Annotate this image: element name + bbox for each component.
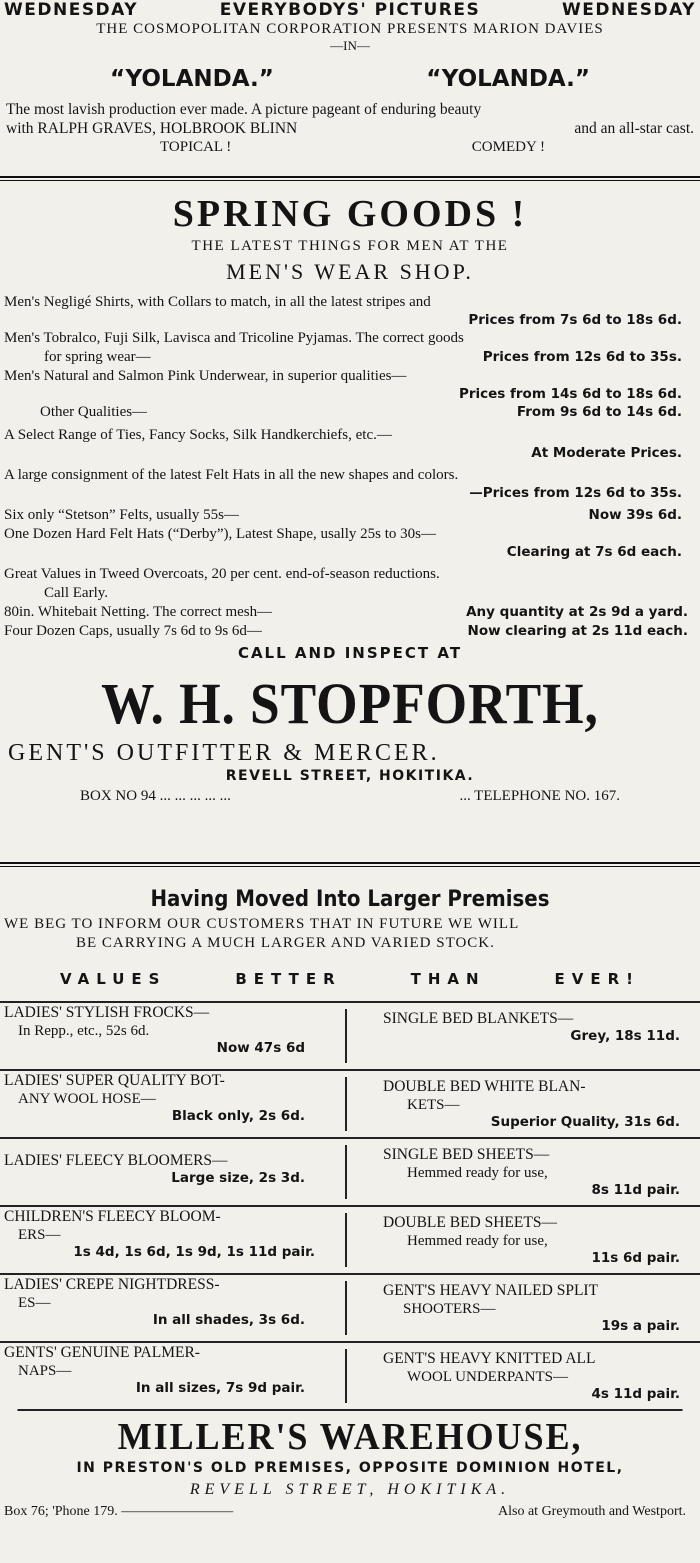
spring-subheading: THE LATEST THINGS FOR MEN AT THE: [191, 238, 509, 254]
product-cell: [0, 1071, 345, 1137]
item-row: [4, 348, 694, 367]
spring-headline: SPRING GOODS !: [172, 193, 528, 235]
product-detail: Hemmed ready for use,: [407, 1165, 548, 1181]
warehouse-street: REVELL STREET, HOKITIKA.: [189, 1481, 511, 1498]
product-detail: NAPS—: [18, 1363, 72, 1379]
product-title: LADIES' STYLISH FROCKS—: [4, 1004, 210, 1021]
store-name: W. H. STOPFORTH,: [101, 671, 599, 736]
product-detail: ANY WOOL HOSE—: [18, 1091, 156, 1107]
millers-warehouse-advert: [0, 862, 700, 1521]
header-day-left: WEDNESDAY: [4, 0, 139, 20]
goods-list: [0, 293, 700, 641]
product-price: 19s a pair.: [601, 1318, 680, 1334]
call-and-inspect: CALL AND INSPECT AT: [237, 644, 463, 662]
product-title: SINGLE BED SHEETS—: [383, 1146, 550, 1163]
trade-description: GENT'S OUTFITTER & MERCER.: [8, 740, 440, 766]
warehouse-location: IN PRESTON'S OLD PREMISES, OPPOSITE DOMINION HOTEL,: [76, 1460, 624, 1476]
list-item: [4, 622, 694, 641]
item-price: Prices from 7s 6d to 18s 6d.: [468, 312, 682, 328]
item-text: One Dozen Hard Felt Hats (“Derby”), Latest Shape, usally 25s to 30s—: [4, 526, 436, 542]
item-text: A large consignment of the latest Felt Hats in all the new shapes and colors.: [4, 467, 459, 483]
inform-line-1: WE BEG TO INFORM OUR CUSTOMERS THAT IN FUTURE WE WILL: [4, 916, 520, 932]
warehouse-name: MILLER'S WAREHOUSE,: [18, 1409, 683, 1459]
product-price: 11s 6d pair.: [591, 1250, 680, 1266]
product-cell: [0, 1343, 345, 1409]
header-theatre: EVERYBODYS' PICTURES: [219, 0, 481, 20]
values-word: BETTER: [235, 970, 342, 988]
cast-suffix: and an all-star cast.: [574, 120, 694, 137]
product-title: GENTS' GENUINE PALMER-: [4, 1344, 200, 1361]
product-detail: ES—: [18, 1295, 51, 1311]
product-cell: [0, 1139, 345, 1205]
product-cell: [0, 1275, 345, 1341]
product-detail: Hemmed ready for use,: [407, 1233, 548, 1249]
telephone-number: ... TELEPHONE NO. 167.: [459, 788, 620, 804]
item-text: A Select Range of Ties, Fancy Socks, Silk Handkerchiefs, etc.—: [4, 427, 392, 443]
grid-row: [0, 1137, 700, 1205]
inform-line-2: BE CARRYING A MUCH LARGER AND VARIED STOCK.: [76, 935, 495, 951]
box-and-phone: Box 76; 'Phone 179. ————————: [4, 1504, 234, 1519]
product-cell: [345, 1213, 692, 1267]
list-item: [4, 367, 694, 403]
film-titles: [0, 64, 700, 94]
cast-names: with RALPH GRAVES, HOLBROOK BLINN: [6, 120, 298, 137]
item-price: Clearing at 7s 6d each.: [506, 544, 682, 560]
product-cell: [0, 1207, 345, 1273]
item-price: Now 39s 6d.: [588, 507, 682, 523]
item-row: [4, 403, 694, 422]
product-title: LADIES' SUPER QUALITY BOT-: [4, 1072, 225, 1089]
item-text: 80in. Whitebait Netting. The correct mesh—: [4, 604, 273, 620]
section-divider: [0, 176, 700, 181]
list-item: [4, 565, 694, 603]
values-word: EVER!: [554, 970, 640, 988]
product-price: In all sizes, 7s 9d pair.: [135, 1380, 305, 1396]
item-text: Men's Tobralco, Fuji Silk, Lavisca and Tricoline Pyjamas. The correct goods: [4, 330, 464, 346]
product-detail: ERS—: [18, 1227, 61, 1243]
cinema-advert: [0, 0, 700, 176]
product-grid: [0, 1001, 700, 1409]
header-day-right: WEDNESDAY: [561, 0, 696, 20]
list-item: [4, 466, 694, 502]
item-price: Now clearing at 2s 11d each.: [467, 623, 688, 639]
list-item: [4, 603, 694, 622]
warehouse-footer: [0, 1503, 700, 1521]
item-text: Men's Negligé Shirts, with Collars to match, in all the latest stripes and: [4, 294, 431, 310]
film-title-right: “YOLANDA.”: [426, 66, 590, 92]
box-number: BOX NO 94 ... ... ... ... ...: [80, 788, 231, 804]
shop-name: MEN'S WEAR SHOP.: [226, 259, 474, 284]
product-cell: [0, 1003, 345, 1069]
contact-line: [0, 785, 700, 807]
branch-locations: Also at Greymouth and Westport.: [498, 1504, 686, 1519]
product-price: Grey, 18s 11d.: [570, 1028, 680, 1044]
spring-goods-advert: [0, 176, 700, 807]
grid-row: [0, 1273, 700, 1341]
product-detail: SHOOTERS—: [403, 1301, 496, 1317]
product-price: 4s 11d pair.: [591, 1386, 680, 1402]
product-cell: [345, 1281, 692, 1335]
values-word: VALUES: [60, 970, 167, 988]
millers-headline: Having Moved Into Larger Premises: [150, 887, 550, 912]
product-detail: WOOL UNDERPANTS—: [407, 1369, 568, 1385]
item-text: Great Values in Tweed Overcoats, 20 per cent. end-of-season reductions.: [4, 566, 440, 582]
product-price: In all shades, 3s 6d.: [152, 1312, 305, 1328]
values-word: THAN: [410, 970, 486, 988]
film-description: [0, 100, 700, 138]
product-price: 8s 11d pair.: [591, 1182, 680, 1198]
product-cell: [345, 1077, 692, 1131]
item-price: At Moderate Prices.: [531, 445, 682, 461]
item-price: Prices from 14s 6d to 18s 6d.: [458, 386, 682, 402]
item-continuation: for spring wear—: [44, 349, 151, 365]
topical-label: TOPICAL !: [160, 139, 232, 155]
item-continuation: Other Qualities—: [40, 404, 148, 420]
cinema-header: [0, 0, 700, 20]
list-item: [4, 506, 694, 525]
description-line-1: The most lavish production ever made. A picture pageant of enduring beauty: [6, 101, 482, 118]
product-detail: In Repp., etc., 52s 6d.: [18, 1023, 150, 1039]
presents-line: THE COSMOPOLITAN CORPORATION PRESENTS MARION DAVIES: [96, 21, 604, 37]
product-title: CHILDREN'S FLEECY BLOOM-: [4, 1208, 221, 1225]
product-title: LADIES' CREPE NIGHTDRESS-: [4, 1276, 220, 1293]
product-title: GENT'S HEAVY NAILED SPLIT: [383, 1282, 599, 1299]
item-price: From 9s 6d to 14s 6d.: [516, 404, 682, 420]
trade-line: [0, 739, 700, 767]
in-line: —IN—: [330, 38, 370, 53]
product-cell: [345, 1349, 692, 1403]
list-item: [4, 525, 694, 561]
product-price: Superior Quality, 31s 6d.: [490, 1114, 680, 1130]
film-title-left: “YOLANDA.”: [110, 66, 274, 92]
product-title: LADIES' FLEECY BLOOMERS—: [4, 1152, 228, 1169]
product-price: 1s 4d, 1s 6d, 1s 9d, 1s 11d pair.: [73, 1244, 315, 1260]
product-cell: [345, 1145, 692, 1199]
section-divider: [0, 862, 700, 867]
item-price: Any quantity at 2s 9d a yard.: [466, 604, 688, 620]
grid-row: [0, 1205, 700, 1273]
item-price: Prices from 12s 6d to 35s.: [482, 349, 682, 365]
item-continuation: Call Early.: [44, 585, 109, 601]
list-item: [4, 293, 694, 329]
product-title: SINGLE BED BLANKETS—: [383, 1010, 574, 1027]
list-item: [4, 329, 694, 367]
list-item: [4, 426, 694, 462]
product-cell: [345, 1009, 692, 1063]
supporting-programme: [0, 138, 700, 156]
store-address: REVELL STREET, HOKITIKA.: [225, 768, 475, 784]
grid-row: [0, 1341, 700, 1409]
product-title: GENT'S HEAVY KNITTED ALL: [383, 1350, 596, 1367]
product-price: Black only, 2s 6d.: [171, 1108, 305, 1124]
grid-row: [0, 1001, 700, 1069]
values-banner: [0, 967, 700, 991]
item-price: —Prices from 12s 6d to 35s.: [469, 485, 682, 501]
item-text: Four Dozen Caps, usually 7s 6d to 9s 6d—: [4, 623, 262, 639]
item-text: Six only “Stetson” Felts, usually 55s—: [4, 507, 240, 523]
item-text: Men's Natural and Salmon Pink Underwear, in superior qualities—: [4, 368, 407, 384]
product-title: DOUBLE BED WHITE BLAN-: [383, 1078, 586, 1095]
comedy-label: COMEDY !: [471, 139, 545, 155]
product-title: DOUBLE BED SHEETS—: [383, 1214, 557, 1231]
description-line-2: [6, 119, 694, 138]
product-detail: KETS—: [407, 1097, 460, 1113]
product-price: Large size, 2s 3d.: [171, 1170, 305, 1186]
grid-row: [0, 1069, 700, 1137]
product-price: Now 47s 6d: [216, 1040, 305, 1056]
list-item: [4, 403, 694, 422]
